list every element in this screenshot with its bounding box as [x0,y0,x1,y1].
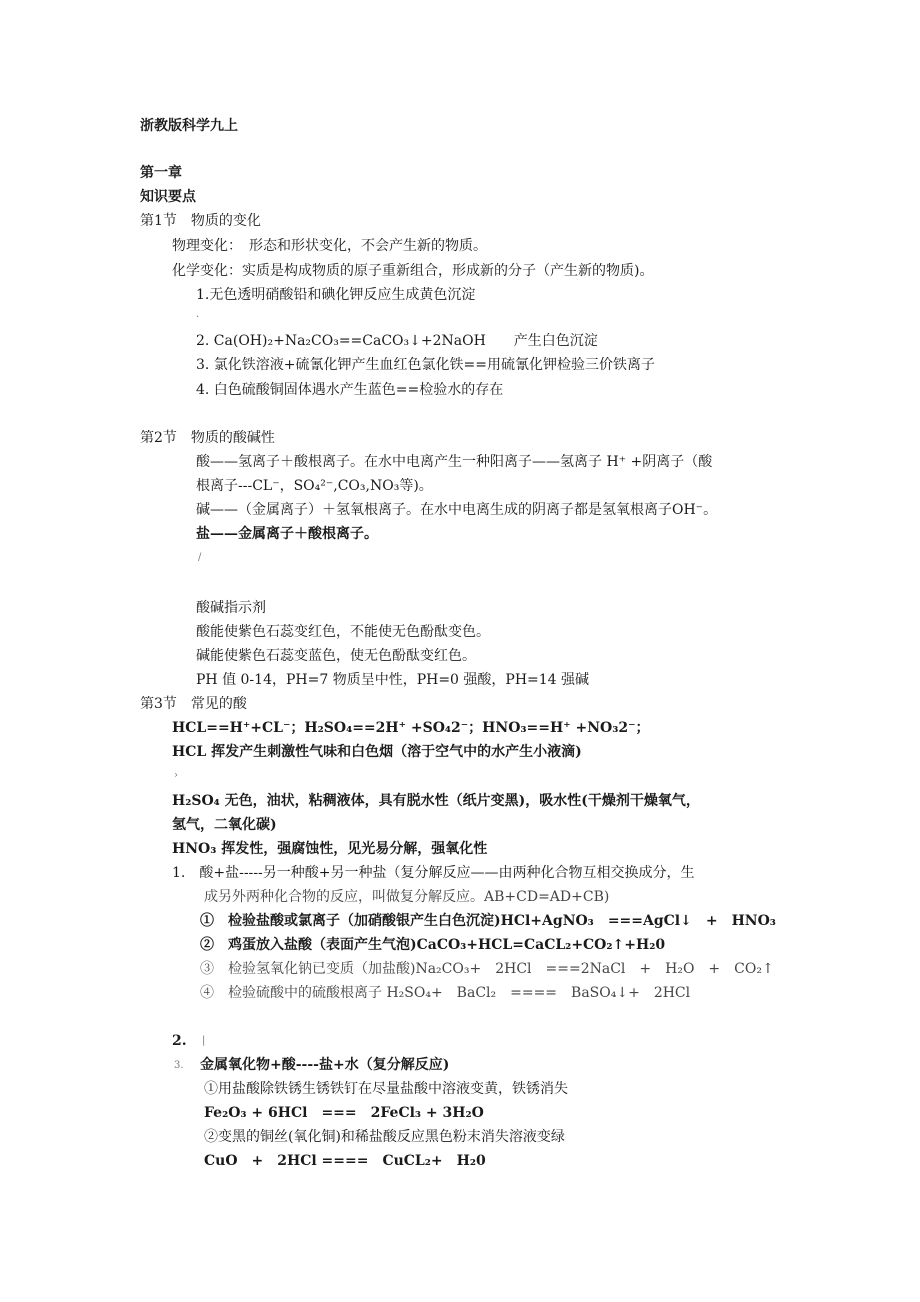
salt-definition-line: 盐——金属离子＋酸根离子。 [196,526,378,542]
indicator-base-line: 碱能使紫色石蕊变蓝色，使无色酚酞变红色。 [196,648,476,664]
section-3-heading: 第3节 常见的酸 [140,696,247,712]
s1-item-3: 3. 氯化铁溶液+硫氰化钾产生血红色氯化铁==用硫氰化钾检验三价铁离子 [196,357,655,373]
point-1-line-1: 1. 酸+盐-----另一种酸+另一种盐（复分解反应——由两种化合物互相交换成分，生 [172,865,695,881]
reaction-2-desc: ②变黑的铜丝(氧化铜)和稀盐酸反应黑色粉末消失溶液变绿 [204,1129,565,1145]
point-1-line-2: 成另外两种化合物的反应，叫做复分解反应。AB+CD=AD+CB) [204,889,610,905]
h2so4-property-line-2: 氢气，二氧化碳) [172,817,277,833]
indicator-acid-line: 酸能使紫色石蕊变红色，不能使无色酚酞变色。 [196,624,490,640]
hno3-property-line: HNO₃ 挥发性，强腐蚀性，见光易分解，强氧化性 [172,841,488,857]
case-4-line: ④ 检验硫酸中的硫酸根离子 H₂SO₄+ BaCl₂ ==== BaSO₄↓+ 2HCl [200,985,691,1001]
section-2-heading: 第2节 物质的酸碱性 [140,430,275,446]
reaction-2-equation: CuO + 2HCl ==== CuCL₂+ H₂0 [204,1153,486,1169]
section-title: 知识要点 [140,189,196,205]
hcl-property-line: HCL 挥发产生刺激性气味和白色烟（溶于空气中的水产生小液滴) [172,744,582,760]
chapter-heading: 第一章 [140,165,182,181]
s1-stray-mark: · [196,312,200,323]
section-1-heading: 第1节 物质的变化 [140,213,261,229]
s2-stray-mark: / [198,552,202,563]
physical-change-line: 物理变化： 形态和形状变化，不会产生新的物质。 [172,238,487,254]
doc-title: 浙教版科学九上 [140,118,238,134]
acid-definition-line-1: 酸——氢离子＋酸根离子。在水中电离产生一种阳离子——氢离子 H⁺ +阴离子（酸 [196,454,713,470]
s1-item-4: 4. 白色硫酸铜固体遇水产生蓝色==检验水的存在 [196,382,504,398]
point-3-number: 3. [174,1060,184,1071]
point-3-line: 金属氧化物+酸----盐+水（复分解反应) [200,1057,450,1073]
case-1-line: ① 检验盐酸或氯离子（加硝酸银产生白色沉淀)HCl+AgNO₃ ===AgCl↓ + HNO₃ [200,913,776,929]
case-3-line: ③ 检验氢氧化钠已变质（加盐酸)Na₂CO₃+ 2HCl ===2NaCl + H₂O + CO₂↑ [200,961,774,977]
point-2-stray-mark: | [202,1035,206,1046]
reaction-1-equation: Fe₂O₃ + 6HCl === 2FeCl₃ + 3H₂O [204,1105,484,1121]
indicator-heading: 酸碱指示剂 [196,600,266,616]
s1-item-2: 2. Ca(OH)₂+Na₂CO₃==CaCO₃↓+2NaOH 产生白色沉淀 [196,333,598,349]
chemical-change-line: 化学变化：实质是构成物质的原子重新组合，形成新的分子（产生新的物质)。 [172,263,654,279]
reaction-1-desc: ①用盐酸除铁锈生锈铁钉在尽量盐酸中溶液变黄，铁锈消失 [204,1081,568,1097]
ionization-equations: HCL==H⁺+CL⁻；H₂SO₄==2H⁺ +SO₄2⁻；HNO₃==H⁺ +NO₃2⁻； [172,720,650,736]
base-definition-line: 碱——（金属离子）＋氢氧根离子。在水中电离生成的阴离子都是氢氧根离子OH⁻。 [196,502,718,518]
h2so4-property-line-1: H₂SO₄ 无色，油状，粘稠液体，具有脱水性（纸片变黑)，吸水性(干燥剂干燥氧气， [172,793,700,809]
case-2-line: ② 鸡蛋放入盐酸（表面产生气泡)CaCO₃+HCL=CaCL₂+CO₂↑+H₂0 [200,937,666,953]
s1-item-1: 1.无色透明硝酸铅和碘化钾反应生成黄色沉淀 [196,287,476,303]
acid-definition-line-2: 根离子---CL⁻，SO₄²⁻,CO₃,NO₃等)。 [196,478,433,494]
ph-line: PH 值 0-14，PH=7 物质呈中性，PH=0 强酸，PH=14 强碱 [196,672,590,688]
point-2-number: 2. [172,1033,187,1049]
s3-stray-mark: › [174,770,178,781]
